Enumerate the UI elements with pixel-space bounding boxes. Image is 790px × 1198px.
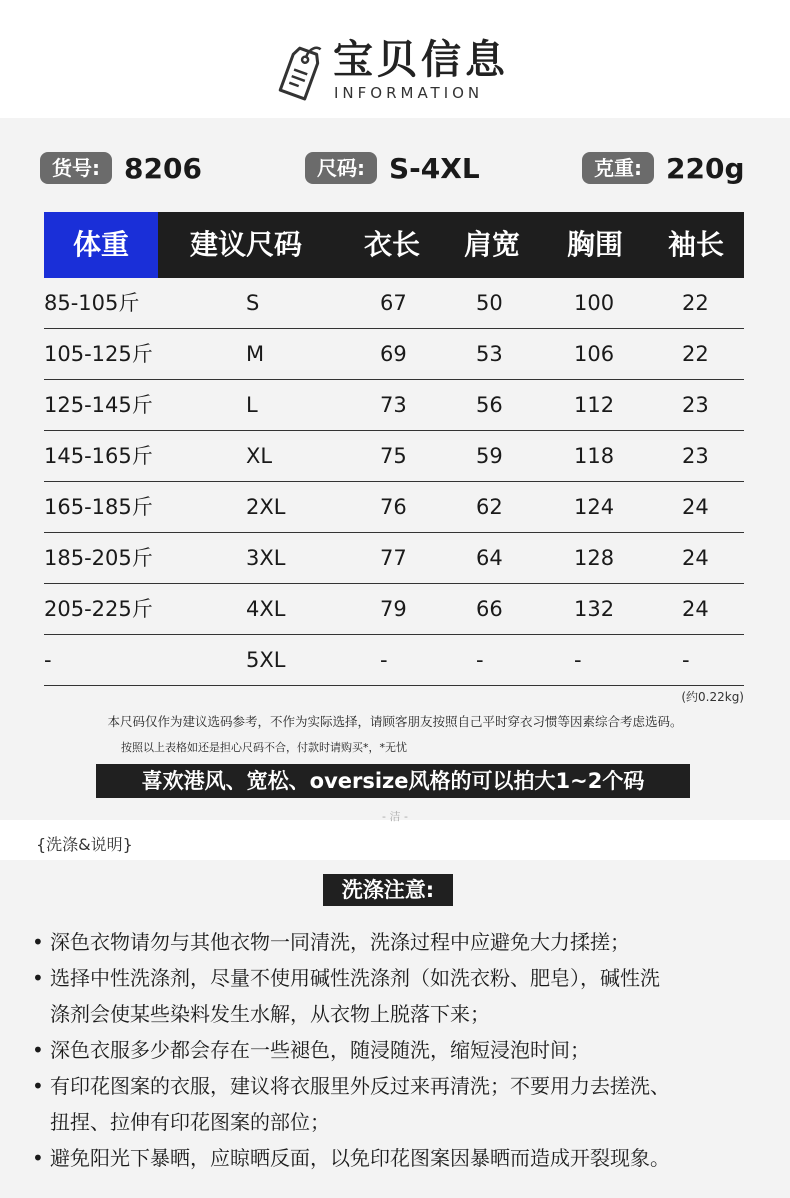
cell-length: 79: [380, 597, 407, 621]
cell-shoulder: 64: [476, 546, 503, 570]
wash-item: [32, 924, 630, 960]
cell-weight: 105-125斤: [44, 342, 153, 366]
wash-title: 洗涤注意:: [323, 874, 453, 906]
cell-sleeve: 22: [682, 291, 709, 315]
cell-weight: -: [44, 648, 52, 672]
cell-shoulder: -: [476, 648, 484, 672]
cell-size: XL: [246, 444, 273, 468]
wash-item-text: 选择中性洗涤剂，尽量不使用碱性洗涤剂（如洗衣粉、肥皂），碱性洗: [50, 966, 660, 990]
cell-weight: 125-145斤: [44, 393, 153, 417]
cell-size: L: [246, 393, 258, 417]
item-number: [40, 148, 202, 188]
size-range-value: S-4XL: [389, 151, 480, 185]
size-table-header: [44, 212, 744, 278]
cell-shoulder: 62: [476, 495, 503, 519]
cell-chest: 118: [574, 444, 615, 468]
cell-size: M: [246, 342, 265, 366]
cell-chest: 124: [574, 495, 615, 519]
cell-weight: 185-205斤: [44, 546, 153, 570]
cell-size: 3XL: [246, 546, 286, 570]
cell-sleeve: -: [682, 648, 690, 672]
header-length: 衣长: [363, 228, 420, 261]
cell-chest: 100: [574, 291, 615, 315]
table-row: [44, 380, 744, 431]
cell-size: 4XL: [246, 597, 286, 621]
table-row: [44, 635, 744, 686]
table-row: [44, 584, 744, 635]
bullet-icon: •: [32, 930, 44, 954]
cell-chest: 106: [574, 342, 615, 366]
cell-size: S: [246, 291, 260, 315]
size-table-body: [44, 278, 744, 686]
cell-sleeve: 23: [682, 444, 709, 468]
cell-shoulder: 50: [476, 291, 503, 315]
cell-shoulder: 59: [476, 444, 503, 468]
fabric-weight-value: 220g: [666, 151, 745, 185]
table-row: [44, 533, 744, 584]
cell-chest: 132: [574, 597, 615, 621]
header-shoulder: 肩宽: [463, 228, 520, 261]
wash-section-label: {洗涤&说明}: [36, 835, 133, 854]
bullet-icon: •: [32, 1074, 44, 1098]
header: [0, 0, 790, 118]
wash-item: [32, 1032, 590, 1068]
cell-chest: 112: [574, 393, 615, 417]
cell-sleeve: 24: [682, 546, 709, 570]
cell-sleeve: 23: [682, 393, 709, 417]
fabric-weight: [582, 148, 745, 188]
cell-length: 77: [380, 546, 407, 570]
cell-shoulder: 66: [476, 597, 503, 621]
size-tip: 按照以上表格如还是担心尺码不合，付款时请购买*，*无忧: [121, 741, 407, 754]
wash-hint: - 洁 -: [382, 810, 408, 823]
wash-item-text-continued: 扭捏、拉伸有印花图案的部位；: [50, 1110, 330, 1134]
size-table: [44, 212, 744, 686]
cell-chest: -: [574, 648, 582, 672]
bullet-icon: •: [32, 1038, 44, 1062]
table-row: [44, 329, 744, 380]
table-row: [44, 482, 744, 533]
header-sleeve: 袖长: [667, 228, 724, 261]
cell-length: -: [380, 648, 388, 672]
wash-section: [0, 860, 790, 1198]
cell-sleeve: 22: [682, 342, 709, 366]
cell-weight: 145-165斤: [44, 444, 153, 468]
size-section: [0, 118, 790, 823]
item-number-label: 货号:: [40, 152, 112, 184]
oversize-banner: 喜欢港风、宽松、oversize风格的可以拍大1~2个码: [96, 764, 690, 798]
cell-shoulder: 56: [476, 393, 503, 417]
wash-item-text-continued: 涤剂会使某些染料发生水解，从衣物上脱落下来；: [50, 1002, 490, 1026]
bullet-icon: •: [32, 1146, 44, 1170]
cell-length: 75: [380, 444, 407, 468]
table-row: [44, 431, 744, 482]
cell-chest: 128: [574, 546, 615, 570]
wash-item: [32, 960, 660, 1026]
cell-length: 76: [380, 495, 407, 519]
table-row: [44, 278, 744, 329]
product-meta: [0, 148, 790, 188]
wash-item: [32, 1140, 670, 1176]
wash-item-text: 避免阳光下暴晒，应晾晒反面，以免印花图案因暴晒而造成开裂现象。: [50, 1146, 670, 1170]
cell-size: 2XL: [246, 495, 286, 519]
item-number-value: 8206: [124, 151, 202, 185]
cell-size: 5XL: [246, 648, 286, 672]
wash-item-text: 有印花图案的衣服，建议将衣服里外反过来再清洗；不要用力去搓洗、: [50, 1074, 670, 1098]
cell-sleeve: 24: [682, 597, 709, 621]
page-title: 宝贝信息: [333, 37, 509, 83]
price-tag-icon: [278, 40, 324, 102]
header-weight: 体重: [44, 212, 158, 278]
kg-note: (约0.22kg): [681, 690, 744, 704]
fabric-weight-label: 克重:: [582, 152, 654, 184]
header-chest: 胸围: [566, 228, 623, 261]
size-range-label: 尺码:: [305, 152, 377, 184]
cell-shoulder: 53: [476, 342, 503, 366]
cell-sleeve: 24: [682, 495, 709, 519]
wash-item-text: 深色衣物请勿与其他衣物一同清洗，洗涤过程中应避免大力揉搓；: [50, 930, 630, 954]
cell-length: 73: [380, 393, 407, 417]
bullet-icon: •: [32, 966, 44, 990]
wash-item-text: 深色衣服多少都会存在一些褪色，随浸随洗，缩短浸泡时间；: [50, 1038, 590, 1062]
size-disclaimer: 本尺码仅作为建议选码参考，不作为实际选择，请顾客朋友按照自己平时穿衣习惯等因素综合考虑选码。: [107, 714, 683, 729]
header-suggested-size: 建议尺码: [189, 228, 302, 261]
cell-weight: 205-225斤: [44, 597, 153, 621]
cell-length: 67: [380, 291, 407, 315]
cell-weight: 85-105斤: [44, 291, 140, 315]
page-subtitle: INFORMATION: [334, 84, 484, 102]
size-range: [305, 148, 480, 188]
cell-weight: 165-185斤: [44, 495, 153, 519]
cell-length: 69: [380, 342, 407, 366]
wash-item: [32, 1068, 670, 1134]
